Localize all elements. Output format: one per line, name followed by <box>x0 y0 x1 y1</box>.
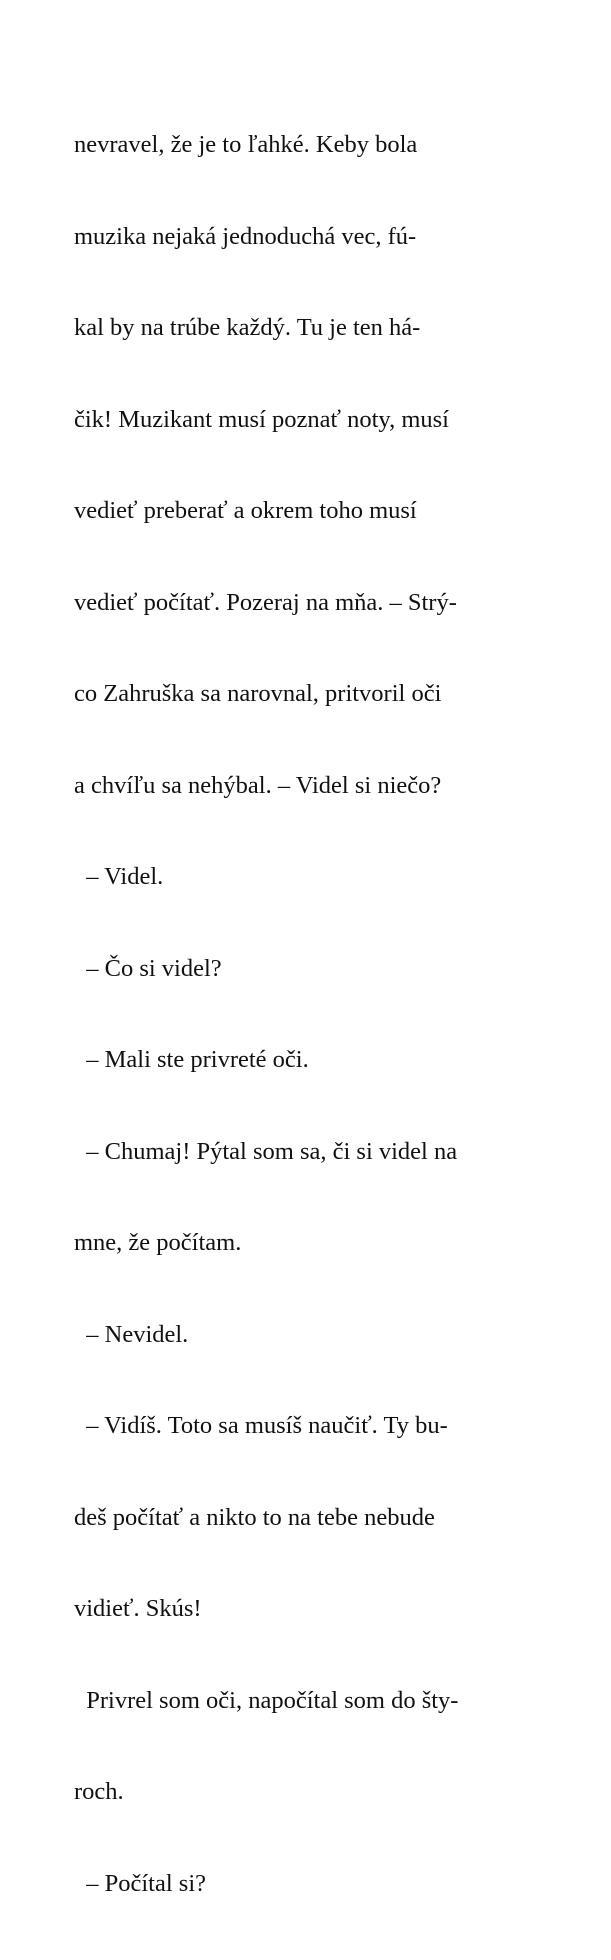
text-line: a chvíľu sa nehýbal. – Videl si niečo? <box>74 771 442 799</box>
text-line: deš počítať a nikto to na tebe nebude <box>74 1503 435 1531</box>
text-line: kal by na trúbe každý. Tu je ten há- <box>74 314 421 341</box>
dialogue-line: – Videl. <box>74 863 164 890</box>
text-line: vedieť počítať. Pozeraj na mňa. – Strý- <box>74 588 457 616</box>
text-line: mne, že počítam. <box>74 1229 242 1256</box>
text-line: roch. <box>74 1778 124 1805</box>
dialogue-line: – Čo si videl? <box>74 954 222 982</box>
text-line: muzika nejaká jednoduchá vec, fú- <box>74 222 417 250</box>
dialogue-line: – Chumaj! Pýtal som sa, či si videl na <box>74 1137 458 1165</box>
dialogue-line: – Počítal si? <box>74 1869 207 1897</box>
body-text <box>74 69 544 1960</box>
text-line: vedieť preberať a okrem toho musí <box>74 497 417 524</box>
text-line: čik! Muzikant musí poznať noty, musí <box>74 405 449 433</box>
text-line: vidieť. Skús! <box>74 1595 202 1622</box>
dialogue-line: – Vidíš. Toto sa musíš naučiť. Ty bu- <box>74 1412 448 1439</box>
text-line: co Zahruška sa narovnal, pritvoril oči <box>74 680 442 707</box>
dialogue-line: – Nevidel. <box>74 1320 189 1348</box>
dialogue-line: – Mali ste privreté oči. <box>74 1046 309 1073</box>
text-line: nevravel, že je to ľahké. Keby bola <box>74 131 418 158</box>
paragraph-line: Privrel som oči, napočítal som do šty- <box>74 1686 459 1714</box>
